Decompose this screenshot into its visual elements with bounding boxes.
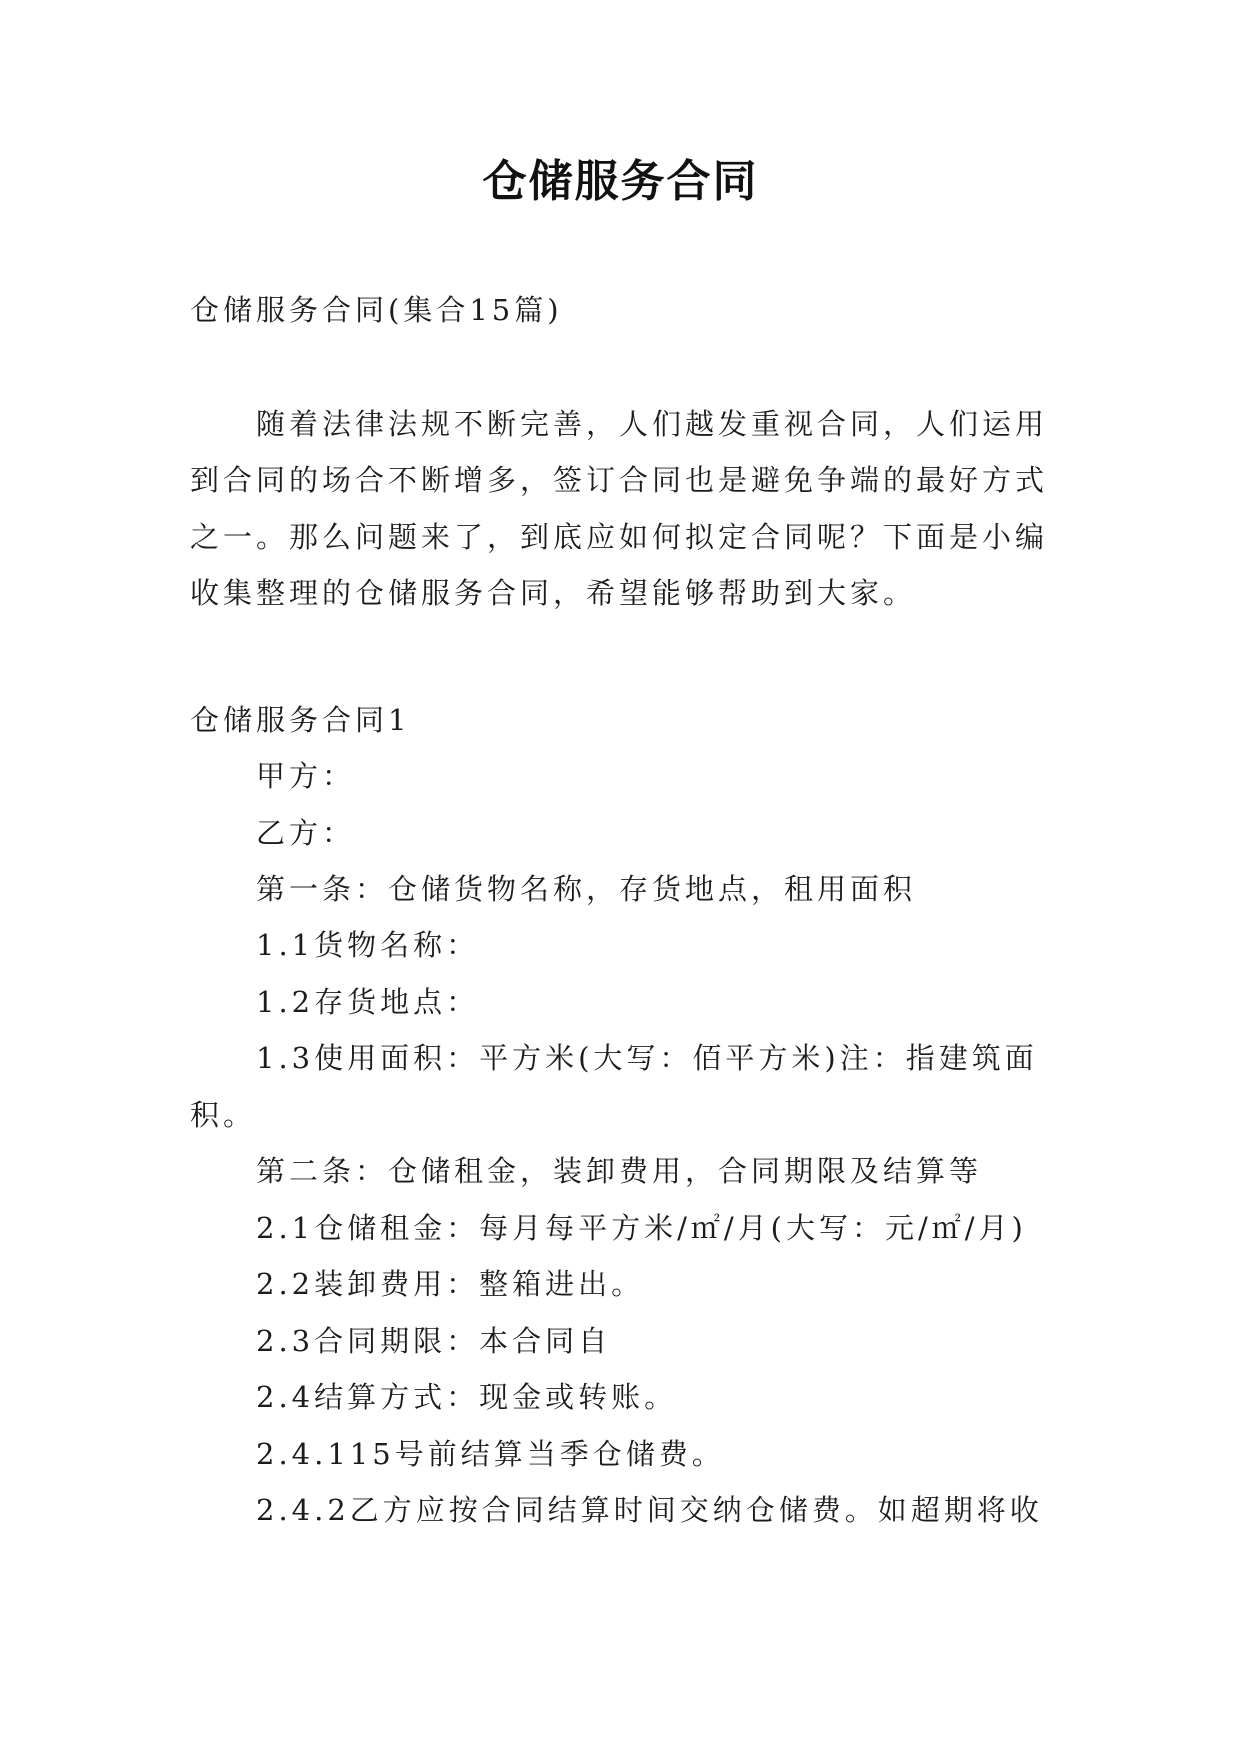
document-title: 仓储服务合同 bbox=[482, 156, 759, 207]
clause-line: 2.4.115号前结算当季仓储费。 bbox=[256, 1437, 725, 1471]
clause-line: 2.1仓储租金：每月每平方米/㎡/月(大写：元/㎡/月) bbox=[256, 1211, 1027, 1245]
article-heading: 第一条：仓储货物名称，存货地点，租用面积 bbox=[256, 872, 917, 906]
clause-line: 2.4结算方式：现金或转账。 bbox=[256, 1380, 678, 1414]
party-b-line: 乙方： bbox=[256, 816, 356, 850]
clause-line: 1.1货物名称： bbox=[256, 928, 480, 962]
clause-line: 2.3合同期限：本合同自 bbox=[256, 1324, 612, 1358]
intro-line: 之一。那么问题来了，到底应如何拟定合同呢？下面是小编 bbox=[190, 520, 1049, 554]
intro-line: 到合同的场合不断增多，签订合同也是避免争端的最好方式 bbox=[190, 463, 1049, 497]
clause-line: 2.4.2乙方应按合同结算时间交纳仓储费。如超期将收 bbox=[256, 1493, 1043, 1527]
clause-line: 2.2装卸费用：整箱进出。 bbox=[256, 1267, 645, 1301]
party-a-line: 甲方： bbox=[256, 759, 356, 793]
clause-line: 1.2存货地点： bbox=[256, 985, 480, 1019]
document-subtitle: 仓储服务合同(集合15篇) bbox=[190, 293, 563, 327]
section-heading: 仓储服务合同1 bbox=[190, 703, 411, 737]
clause-line: 1.3使用面积：平方米(大写：佰平方米)注：指建筑面 bbox=[256, 1041, 1038, 1075]
intro-line: 随着法律法规不断完善，人们越发重视合同，人们运用 bbox=[256, 407, 1049, 441]
clause-line-continued: 积。 bbox=[190, 1098, 257, 1132]
intro-line: 收集整理的仓储服务合同，希望能够帮助到大家。 bbox=[190, 576, 917, 610]
article-heading: 第二条：仓储租金，装卸费用，合同期限及结算等 bbox=[256, 1154, 983, 1188]
